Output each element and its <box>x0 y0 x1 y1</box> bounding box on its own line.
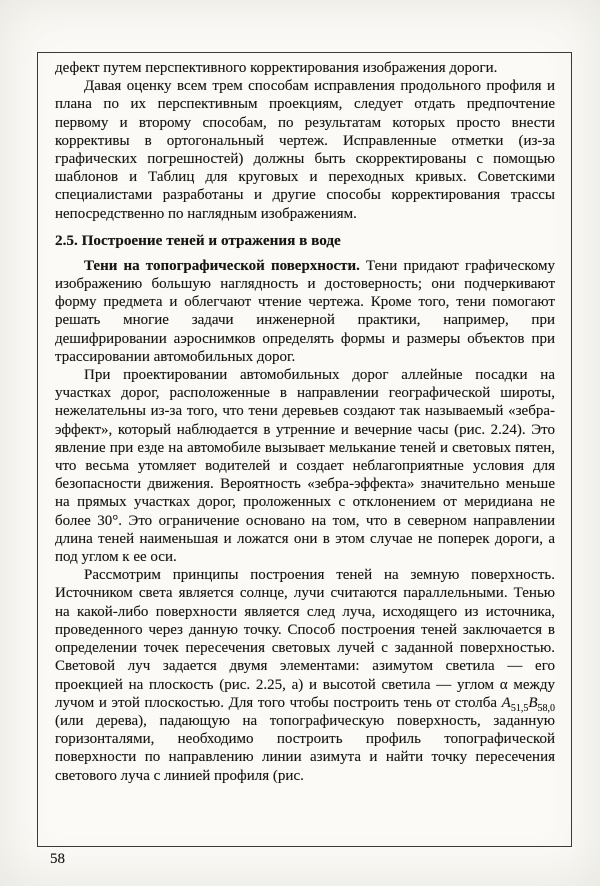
section-heading: 2.5. Построение теней и отражения в воде <box>55 231 341 249</box>
paragraph-shadow-construction-text-2: (или дерева), падающую на топографическую поверхность, заданную горизонталями, необходимо построить профиль топографической поверхности по направлению линии азимута и найти точку пересечения светового луча с линией профиля (рис. <box>55 712 555 784</box>
paragraph-zebra-effect: При проектировании автомобильных дорог аллейные посадки на участках дорог, расположенные в направлении географической широты, нежелательны из-за того, что тени деревьев создают так называемый «зебра-эффект», который наблюдается в утренние и вечерние часы (рис. 2.24). Это явление при езде на автомобиле вызывает мелькание теней и световых пятен, что весьма утомляет водителей и создает неблагоприятные условия для безопасности движения. Вероятность «зебра-эффекта» значительно меньше на прямых участках дорог, проложенных с отклонением от меридиана не более 30°. Это ограничение основано на том, что в северном направлении длина теней наименьшая и ложатся они в этом случае не поперек дороги, а под углом к ее оси. <box>55 367 555 566</box>
formula-point-b: B <box>528 694 538 711</box>
bold-lead-phrase: Тени на топографической поверхности. <box>84 257 360 274</box>
paragraph-continuation: дефект путем перспективного корректирования изображения дороги. <box>55 60 498 76</box>
paragraph-shadows-intro-text: Тени придают графическому изображению большую наглядность и достоверность; они подчеркивают форму предмета и облегчают чтение чертежа. Кроме того, тени помогают решать многие задачи инженерной практики, например, при дешифрировании аэроснимков определять формы и размеры объектов при трассировании автомобильных дорог. <box>55 257 555 365</box>
paragraph-shadows-intro <box>55 257 555 366</box>
formula-point-a: A <box>501 694 511 711</box>
paragraph-shadow-construction <box>55 566 555 784</box>
formula-point-a-subscript: 51,5 <box>510 702 529 714</box>
paragraph-correction-methods: Давая оценку всем трем способам исправления продольного профиля и плана по их перспективным проекциям, следует отдать предпочтение первому и второму способам, по результатам которых просто внести коррективы в ортогональный чертеж. Исправленные отметки (из-за графических погрешностей) должны быть скорректированы с помощью шаблонов и Таблиц для круговых и переходных кривых. Советскими специалистами разработаны и другие способы корректирования трассы непосредственно по наглядным изображениям. <box>55 78 555 222</box>
page-number: 58 <box>50 851 65 867</box>
page-frame <box>37 52 572 847</box>
formula-pole-designation <box>501 694 555 714</box>
paragraph-shadow-construction-text-1: Рассмотрим принципы построения теней на земную поверхность. Источником света является солнце, лучи считаются параллельными. Тенью на какой-либо поверхности является след луча, исходящего из источника, проведенного через данную точку. Способ построения теней заключается в определении точек пересечения световых лучей с заданной поверхностью. Световой луч задается двумя элементами: азимутом светила — его проекцией на плоскость (рис. 2.25, а) и высотой светила — углом α между лучом и этой плоскостью. Для того чтобы построить тень от столба <box>55 567 555 711</box>
formula-point-b-subscript: 58,0 <box>537 702 555 714</box>
